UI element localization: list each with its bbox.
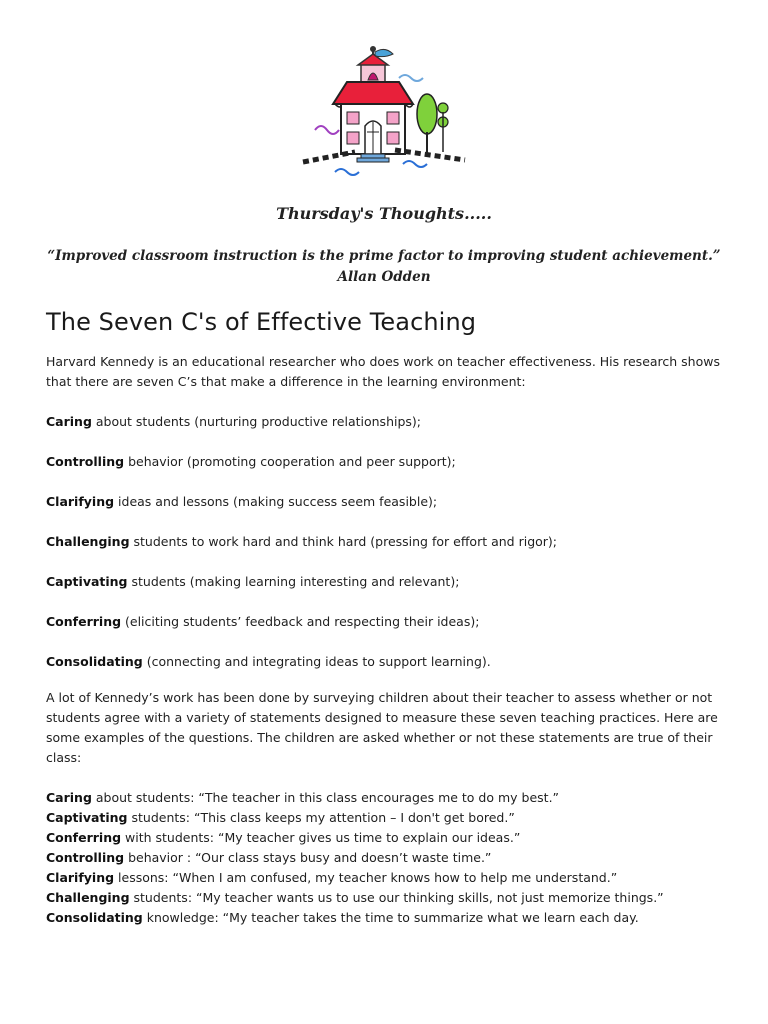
c-item: [46, 412, 726, 432]
window-right-bottom: [387, 132, 399, 144]
q-term: Clarifying: [46, 870, 115, 885]
c-item: [46, 532, 726, 552]
c-term: Clarifying: [46, 494, 115, 509]
c-desc: about students (nurturing productive relationships);: [91, 414, 422, 429]
c-item: [46, 452, 726, 472]
tree-icon: [417, 94, 437, 134]
c-term: Conferring: [46, 614, 122, 629]
roof: [333, 82, 413, 104]
question-item: [46, 808, 726, 828]
squiggle-decoration: [335, 169, 359, 175]
squiggle-decoration: [315, 126, 339, 134]
c-item: [46, 612, 726, 632]
flag-pole-top: [370, 46, 376, 52]
c-desc: behavior (promoting cooperation and peer support);: [124, 454, 456, 469]
question-item: [46, 888, 726, 908]
window-left-bottom: [347, 132, 359, 144]
schoolhouse-clipart: [295, 42, 470, 182]
c-desc: students (making learning interesting and relevant);: [127, 574, 460, 589]
window-right-top: [387, 112, 399, 124]
squiggle-decoration: [399, 75, 423, 81]
c-item: [46, 492, 726, 512]
c-term: Challenging: [46, 534, 130, 549]
intro-paragraph: [46, 352, 726, 672]
q-term: Caring: [46, 790, 92, 805]
question-item: [46, 828, 726, 848]
quote: “Improved classroom instruction is the prime factor to improving student achievement.” Allan Odden: [47, 248, 721, 285]
page-title: The Seven C's of Effective Teaching: [46, 308, 477, 336]
c-item: [46, 572, 726, 592]
c-term: Controlling: [46, 454, 125, 469]
q-term: Captivating: [46, 810, 128, 825]
c-desc: (connecting and integrating ideas to support learning).: [142, 654, 491, 669]
c-desc: (eliciting students’ feedback and respecting their ideas);: [121, 614, 480, 629]
question-item: [46, 868, 726, 888]
q-text: with students: “My teacher gives us time to explain our ideas.”: [121, 830, 521, 845]
question-item: [46, 848, 726, 868]
c-item: [46, 652, 726, 672]
q-text: students: “This class keeps my attention – I don't get bored.”: [127, 810, 515, 825]
q-term: Controlling: [46, 850, 125, 865]
flag: [375, 49, 393, 56]
survey-paragraph: A lot of Kennedy’s work has been done by surveying children about their teacher to assess whether or not students agree with a variety of statements designed to measure these seven teaching practices. Here are some examples of the questions. The children are asked whether or not these statements are true of their class:: [46, 690, 718, 765]
step-top: [361, 154, 385, 158]
intro-text: Harvard Kennedy is an educational researcher who does work on teacher effectiveness. His research shows that there are seven C’s that make a difference in the learning environment:: [46, 354, 720, 389]
step-bottom: [357, 158, 389, 162]
question-list: [46, 788, 726, 928]
ground-path: [303, 152, 355, 162]
q-text: students: “My teacher wants us to use our thinking skills, not just memorize things.”: [129, 890, 664, 905]
q-text: about students: “The teacher in this class encourages me to do my best.”: [91, 790, 560, 805]
question-item: [46, 908, 726, 928]
question-item: [46, 788, 726, 808]
c-desc: ideas and lessons (making success seem feasible);: [114, 494, 438, 509]
thoughts-title: Thursday's Thoughts.....: [276, 204, 492, 223]
q-term: Challenging: [46, 890, 130, 905]
q-text: lessons: “When I am confused, my teacher knows how to help me understand.”: [114, 870, 618, 885]
squiggle-decoration: [403, 161, 427, 167]
q-text: behavior : “Our class stays busy and doesn’t waste time.”: [124, 850, 492, 865]
c-term: Consolidating: [46, 654, 143, 669]
q-term: Consolidating: [46, 910, 143, 925]
small-tree-icon: [438, 103, 448, 113]
c-term: Captivating: [46, 574, 128, 589]
c-term: Caring: [46, 414, 92, 429]
c-desc: students to work hard and think hard (pressing for effort and rigor);: [129, 534, 558, 549]
q-text: knowledge: “My teacher takes the time to summarize what we learn each day.: [142, 910, 639, 925]
q-term: Conferring: [46, 830, 122, 845]
window-left-top: [347, 112, 359, 124]
